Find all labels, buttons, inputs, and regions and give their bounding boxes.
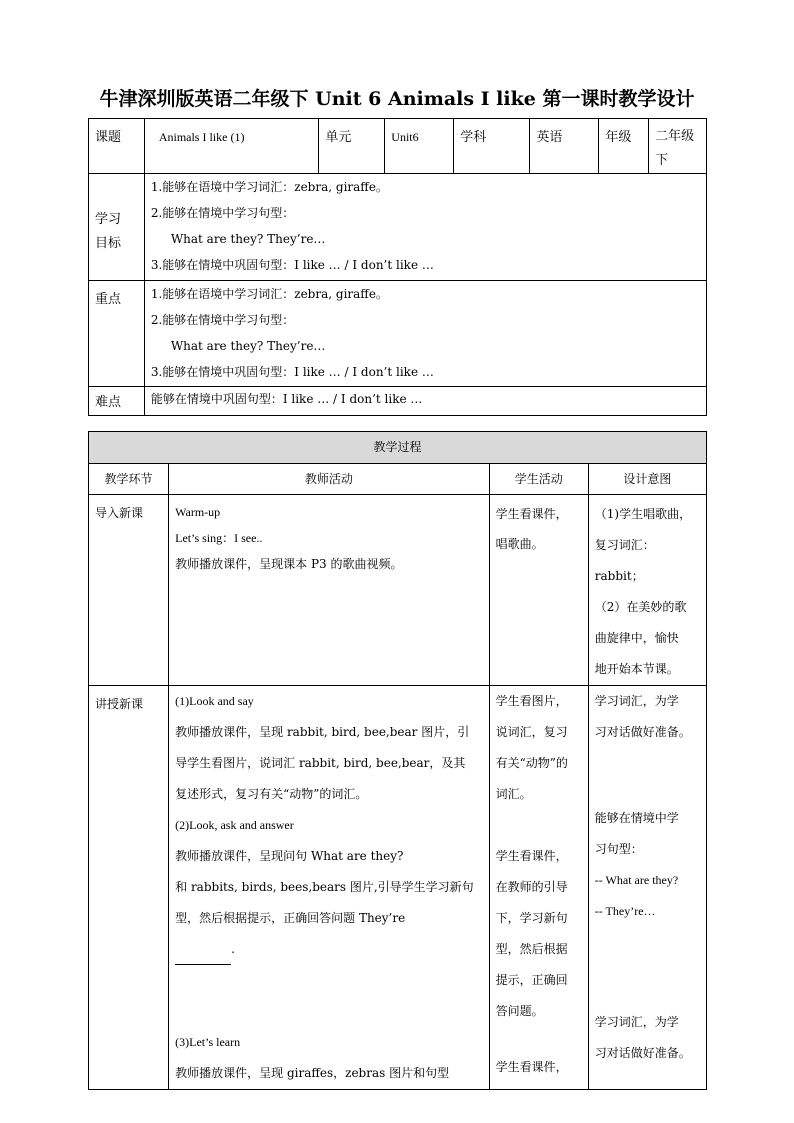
key-point-line: What are they? They’re… xyxy=(170,339,326,353)
grade-label: 年级 xyxy=(599,119,649,174)
ke-ti-label: 课题 xyxy=(89,119,145,174)
grade-value: 二年级下 xyxy=(649,119,707,174)
key-point-line: 2.能够在情境中学习句型： xyxy=(150,313,295,327)
subject-value: 英语 xyxy=(530,119,599,174)
column-header: 教师活动 xyxy=(169,464,490,495)
key-point-line: 1.能够在语境中学习词汇：zebra, giraffe。 xyxy=(150,287,388,301)
process-table xyxy=(88,431,707,1090)
process-header: 教学过程 xyxy=(89,432,707,464)
difficulty-content: 能够在情境中巩固句型：I like … / I don’t like … xyxy=(144,387,706,416)
teach-student-activity: 学生看图片， 说词汇，复习 有关“动物”的 词汇。 学生看课件， 在教师的引导 下，学习新句 型，然后根据 提示，正确回 答问题。 学生看课件， xyxy=(489,686,588,1090)
difficulty-label: 难点 xyxy=(89,387,145,416)
column-header: 设计意图 xyxy=(588,464,706,495)
intro-teacher-activity: Warm-up Let’s sing：I see.. 教师播放课件，呈现课本 P3 的歌曲视频。 xyxy=(169,495,490,686)
column-header: 教学环节 xyxy=(89,464,169,495)
key-points-label: 重点 xyxy=(89,281,145,387)
stage-teach: 讲授新课 xyxy=(89,686,169,1090)
column-header: 学生活动 xyxy=(489,464,588,495)
ke-ti-value: Animals I like (1) xyxy=(144,119,319,174)
subject-label: 学科 xyxy=(454,119,530,174)
objective-line: What are they? They’re… xyxy=(170,232,326,246)
objective-line: 3.能够在情境中巩固句型：I like … / I don’t like … xyxy=(150,258,434,272)
page-title: 牛津深圳版英语二年级下 Unit 6 Animals I like 第一课时教学设计 xyxy=(99,88,695,110)
teach-teacher-activity: (1)Look and say 教师播放课件，呈现 rabbit, bird, bee,bear 图片，引 导学生看图片，说词汇 rabbit, bird, bee,bear，及其 复述形式，复习有关“动物”的词汇。 (2)Look, ask and answer 教师播放课件，呈现问句 What are they? 和 rabbits, birds, bees,bears 图片,引导学生学习新句 型，然后根据提示，正确回答问题 They’re . (3)Let’s learn 教师播放课件，呈现 giraffes，zebras 图片和句型 xyxy=(169,686,490,1090)
stage-intro: 导入新课 xyxy=(89,495,169,686)
objective-line: 2.能够在情境中学习句型： xyxy=(150,206,295,220)
objectives-content xyxy=(144,174,706,281)
objectives-label: 学习目标 xyxy=(89,174,145,281)
answer-blank xyxy=(175,950,231,965)
unit-value: Unit6 xyxy=(385,119,454,174)
intro-student-activity: 学生看课件， 唱歌曲。 xyxy=(489,495,588,686)
key-points-content xyxy=(144,281,706,387)
intro-design-intent: （1)学生唱歌曲， 复习词汇：rabbit； （2）在美妙的歌 曲旋律中，愉快 地开始本节课。 xyxy=(588,495,706,686)
info-table xyxy=(88,118,707,416)
teach-design-intent: 学习词汇，为学 习对话做好准备。 能够在情境中学 习句型： -- What are they? -- They’re… 学习词汇，为学 习对话做好准备。 xyxy=(588,686,706,1090)
unit-label: 单元 xyxy=(319,119,385,174)
key-point-line: 3.能够在情境中巩固句型：I like … / I don’t like … xyxy=(150,365,434,379)
objective-line: 1.能够在语境中学习词汇：zebra, giraffe。 xyxy=(150,180,388,194)
